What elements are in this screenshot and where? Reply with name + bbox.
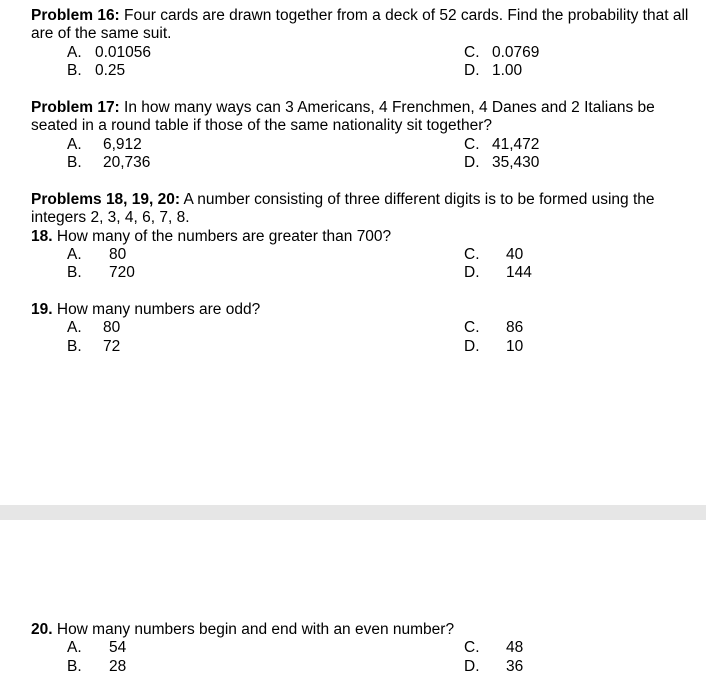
problems-18-20-text: A number consisting of three different digits is to be formed using the integers 2, 3, 4, 6, 7, 8. <box>31 191 655 227</box>
problem-17-text: In how many ways can 3 Americans, 4 Frenchmen, 4 Danes and 2 Italians be seated in a round table if those of the same nationality sit together? <box>31 99 655 135</box>
problem-16-choice-c: C. 0.0769 <box>464 43 540 61</box>
question-20-label: 20. <box>31 621 53 638</box>
question-19-choice-d: D. 10 <box>464 337 524 355</box>
question-18-text: How many of the numbers are greater than 700? <box>52 227 392 245</box>
problem-17-choice-d: D. 35,430 <box>464 153 540 171</box>
question-18-choice-b: B. 720 <box>67 264 135 282</box>
question-20-statement <box>31 621 691 639</box>
problems-18-20-statement <box>31 191 691 228</box>
question-19-text: How many numbers are odd? <box>52 301 261 318</box>
question-18-choices-row-1 <box>31 246 691 264</box>
problem-17-choices-row-1 <box>31 136 691 154</box>
problem-16-choices-row-1 <box>31 44 691 62</box>
problem-16-choice-a: A. 0.01056 <box>67 43 152 61</box>
problem-16-choices-row-2 <box>31 62 691 80</box>
problem-16-statement <box>31 7 691 44</box>
question-19-statement <box>31 301 691 319</box>
question-19 <box>31 301 691 356</box>
problems-18-19-20 <box>31 191 691 282</box>
question-20 <box>31 621 691 676</box>
question-19-choice-b: B. 72 <box>67 337 121 355</box>
question-20-text: How many numbers begin and end with an even number? <box>52 621 455 638</box>
problem-16 <box>31 7 691 80</box>
question-18-statement <box>31 228 691 246</box>
problem-16-label: Problem 16: <box>31 7 120 24</box>
question-20-choice-a: A. 54 <box>67 639 127 657</box>
problem-17-label: Problem 17: <box>31 99 120 116</box>
question-20-choice-d: D. 36 <box>464 657 524 675</box>
problem-17-choice-b: B. 20,736 <box>67 153 151 171</box>
problem-17-choices-row-2 <box>31 154 691 172</box>
problem-17-statement <box>31 99 691 136</box>
question-20-choice-b: B. 28 <box>67 657 127 675</box>
question-18-choice-c: C. 40 <box>464 245 524 263</box>
question-18-choice-d: D. 144 <box>464 264 532 282</box>
question-18-choice-a: A. 80 <box>67 245 127 263</box>
question-19-choices-row-2 <box>31 338 691 356</box>
problem-16-choice-b: B. 0.25 <box>67 61 126 79</box>
problem-16-choice-d: D. 1.00 <box>464 61 523 79</box>
problems-18-20-label: Problems 18, 19, 20: <box>31 191 181 208</box>
problem-16-text: Four cards are drawn together from a deck of 52 cards. Find the probability that all are of the same suit. <box>31 7 689 43</box>
question-20-choices-row-1 <box>31 639 691 657</box>
question-18-choices-row-2 <box>31 264 691 282</box>
problem-17 <box>31 99 691 172</box>
question-19-choice-a: A. 80 <box>67 319 121 337</box>
question-20-choice-c: C. 48 <box>464 639 524 657</box>
problem-17-choice-c: C. 41,472 <box>464 135 540 153</box>
question-19-choice-c: C. 86 <box>464 319 524 337</box>
problem-17-choice-a: A. 6,912 <box>67 135 142 153</box>
question-20-choices-row-2 <box>31 658 691 676</box>
question-18-label: 18. <box>31 227 53 245</box>
page-divider <box>0 505 706 520</box>
question-19-choices-row-1 <box>31 319 691 337</box>
question-19-label: 19. <box>31 301 53 318</box>
